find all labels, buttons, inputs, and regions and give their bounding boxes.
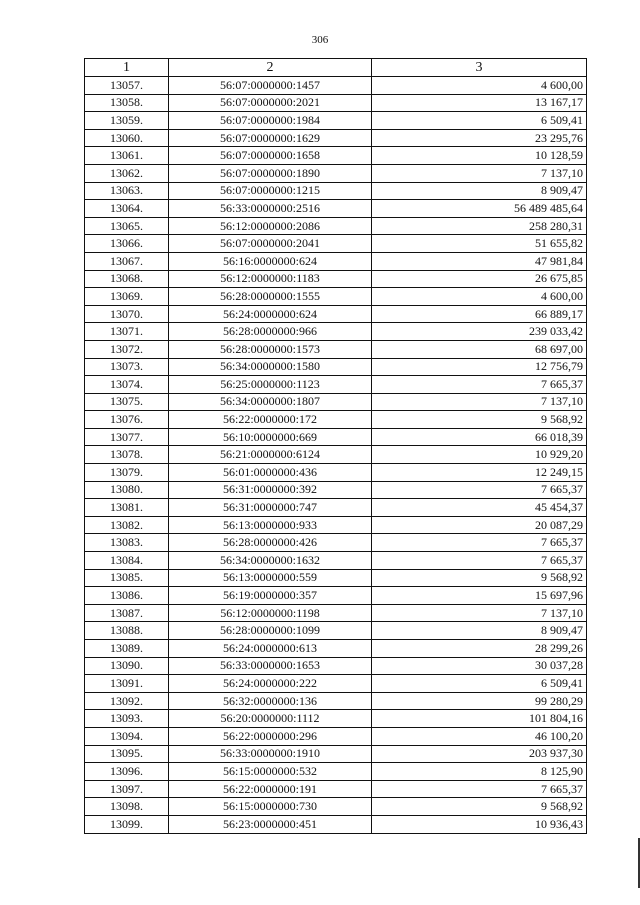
amount-cell: 9 568,92 <box>372 569 587 587</box>
table-header-row <box>85 59 587 77</box>
table-row <box>85 727 587 745</box>
row-number-cell: 13084. <box>85 552 169 570</box>
table-row <box>85 622 587 640</box>
cadastral-number-cell: 56:24:0000000:222 <box>169 675 372 693</box>
amount-cell: 46 100,20 <box>372 727 587 745</box>
amount-cell: 10 128,59 <box>372 147 587 165</box>
row-number-cell: 13093. <box>85 710 169 728</box>
table-row <box>85 710 587 728</box>
row-number-cell: 13078. <box>85 446 169 464</box>
row-number-cell: 13092. <box>85 692 169 710</box>
amount-cell: 51 655,82 <box>372 235 587 253</box>
row-number-cell: 13081. <box>85 499 169 517</box>
table-row <box>85 569 587 587</box>
amount-cell: 8 125,90 <box>372 763 587 781</box>
amount-cell: 9 568,92 <box>372 411 587 429</box>
table-row <box>85 587 587 605</box>
row-number-cell: 13086. <box>85 587 169 605</box>
amount-cell: 66 018,39 <box>372 428 587 446</box>
row-number-cell: 13096. <box>85 763 169 781</box>
amount-cell: 28 299,26 <box>372 640 587 658</box>
row-number-cell: 13094. <box>85 727 169 745</box>
table-row <box>85 252 587 270</box>
cadastral-number-cell: 56:24:0000000:624 <box>169 305 372 323</box>
row-number-cell: 13072. <box>85 340 169 358</box>
row-number-cell: 13060. <box>85 129 169 147</box>
row-number-cell: 13075. <box>85 393 169 411</box>
cadastral-number-cell: 56:28:0000000:1099 <box>169 622 372 640</box>
amount-cell: 9 568,92 <box>372 798 587 816</box>
row-number-cell: 13074. <box>85 376 169 394</box>
table-row <box>85 692 587 710</box>
cadastral-number-cell: 56:07:0000000:1658 <box>169 147 372 165</box>
amount-cell: 6 509,41 <box>372 675 587 693</box>
amount-cell: 8 909,47 <box>372 182 587 200</box>
table-row <box>85 552 587 570</box>
table-row <box>85 657 587 675</box>
table-row <box>85 428 587 446</box>
amount-cell: 7 137,10 <box>372 393 587 411</box>
cadastral-number-cell: 56:22:0000000:172 <box>169 411 372 429</box>
table-row <box>85 675 587 693</box>
cadastral-number-cell: 56:10:0000000:669 <box>169 428 372 446</box>
table-row <box>85 464 587 482</box>
amount-cell: 7 665,37 <box>372 552 587 570</box>
cadastral-number-cell: 56:21:0000000:6124 <box>169 446 372 464</box>
cadastral-number-cell: 56:33:0000000:1653 <box>169 657 372 675</box>
cadastral-number-cell: 56:07:0000000:1215 <box>169 182 372 200</box>
row-number-cell: 13098. <box>85 798 169 816</box>
cadastral-number-cell: 56:01:0000000:436 <box>169 464 372 482</box>
row-number-cell: 13079. <box>85 464 169 482</box>
table-row <box>85 815 587 833</box>
table-row <box>85 77 587 95</box>
cadastral-number-cell: 56:12:0000000:1183 <box>169 270 372 288</box>
cadastral-number-cell: 56:34:0000000:1632 <box>169 552 372 570</box>
row-number-cell: 13071. <box>85 323 169 341</box>
cadastral-number-cell: 56:28:0000000:426 <box>169 534 372 552</box>
cadastral-number-cell: 56:34:0000000:1580 <box>169 358 372 376</box>
table-row <box>85 446 587 464</box>
row-number-cell: 13064. <box>85 200 169 218</box>
cadastral-number-cell: 56:34:0000000:1807 <box>169 393 372 411</box>
table-row <box>85 376 587 394</box>
row-number-cell: 13069. <box>85 288 169 306</box>
row-number-cell: 13062. <box>85 164 169 182</box>
table-row <box>85 305 587 323</box>
amount-cell: 4 600,00 <box>372 77 587 95</box>
amount-cell: 20 087,29 <box>372 516 587 534</box>
cadastral-number-cell: 56:23:0000000:451 <box>169 815 372 833</box>
amount-cell: 7 137,10 <box>372 164 587 182</box>
row-number-cell: 13099. <box>85 815 169 833</box>
table-row <box>85 499 587 517</box>
row-number-cell: 13066. <box>85 235 169 253</box>
cadastral-number-cell: 56:22:0000000:296 <box>169 727 372 745</box>
cadastral-number-cell: 56:33:0000000:2516 <box>169 200 372 218</box>
table-row <box>85 182 587 200</box>
cadastral-number-cell: 56:07:0000000:1629 <box>169 129 372 147</box>
table-row <box>85 217 587 235</box>
row-number-cell: 13070. <box>85 305 169 323</box>
cadastral-number-cell: 56:12:0000000:1198 <box>169 604 372 622</box>
row-number-cell: 13095. <box>85 745 169 763</box>
table-row <box>85 94 587 112</box>
table-row <box>85 745 587 763</box>
amount-cell: 8 909,47 <box>372 622 587 640</box>
row-number-cell: 13076. <box>85 411 169 429</box>
amount-cell: 13 167,17 <box>372 94 587 112</box>
table-row <box>85 288 587 306</box>
row-number-cell: 13082. <box>85 516 169 534</box>
table-row <box>85 340 587 358</box>
row-number-cell: 13065. <box>85 217 169 235</box>
amount-cell: 10 929,20 <box>372 446 587 464</box>
cadastral-number-cell: 56:28:0000000:966 <box>169 323 372 341</box>
table-row <box>85 798 587 816</box>
amount-cell: 68 697,00 <box>372 340 587 358</box>
row-number-cell: 13085. <box>85 569 169 587</box>
table-row <box>85 393 587 411</box>
table-row <box>85 780 587 798</box>
row-number-cell: 13088. <box>85 622 169 640</box>
cadastral-number-cell: 56:12:0000000:2086 <box>169 217 372 235</box>
amount-cell: 45 454,37 <box>372 499 587 517</box>
cadastral-number-cell: 56:13:0000000:933 <box>169 516 372 534</box>
cadastral-number-cell: 56:16:0000000:624 <box>169 252 372 270</box>
data-table <box>84 58 587 834</box>
row-number-cell: 13089. <box>85 640 169 658</box>
amount-cell: 15 697,96 <box>372 587 587 605</box>
row-number-cell: 13077. <box>85 428 169 446</box>
amount-cell: 7 137,10 <box>372 604 587 622</box>
amount-cell: 26 675,85 <box>372 270 587 288</box>
table-row <box>85 516 587 534</box>
column-header-1: 1 <box>85 59 169 77</box>
amount-cell: 56 489 485,64 <box>372 200 587 218</box>
row-number-cell: 13087. <box>85 604 169 622</box>
table-row <box>85 604 587 622</box>
cadastral-number-cell: 56:07:0000000:2021 <box>169 94 372 112</box>
amount-cell: 12 249,15 <box>372 464 587 482</box>
table-row <box>85 534 587 552</box>
cadastral-number-cell: 56:24:0000000:613 <box>169 640 372 658</box>
cadastral-number-cell: 56:07:0000000:1890 <box>169 164 372 182</box>
amount-cell: 7 665,37 <box>372 481 587 499</box>
row-number-cell: 13063. <box>85 182 169 200</box>
amount-cell: 258 280,31 <box>372 217 587 235</box>
table-row <box>85 112 587 130</box>
cadastral-number-cell: 56:07:0000000:1457 <box>169 77 372 95</box>
table-row <box>85 323 587 341</box>
cadastral-number-cell: 56:22:0000000:191 <box>169 780 372 798</box>
table-row <box>85 763 587 781</box>
row-number-cell: 13080. <box>85 481 169 499</box>
column-header-3: 3 <box>372 59 587 77</box>
amount-cell: 7 665,37 <box>372 534 587 552</box>
row-number-cell: 13097. <box>85 780 169 798</box>
amount-cell: 10 936,43 <box>372 815 587 833</box>
cadastral-number-cell: 56:28:0000000:1555 <box>169 288 372 306</box>
amount-cell: 12 756,79 <box>372 358 587 376</box>
row-number-cell: 13090. <box>85 657 169 675</box>
amount-cell: 99 280,29 <box>372 692 587 710</box>
amount-cell: 23 295,76 <box>372 129 587 147</box>
table-row <box>85 411 587 429</box>
row-number-cell: 13091. <box>85 675 169 693</box>
table-row <box>85 270 587 288</box>
table-row <box>85 640 587 658</box>
row-number-cell: 13067. <box>85 252 169 270</box>
cadastral-number-cell: 56:15:0000000:730 <box>169 798 372 816</box>
row-number-cell: 13057. <box>85 77 169 95</box>
table-row <box>85 481 587 499</box>
cadastral-number-cell: 56:19:0000000:357 <box>169 587 372 605</box>
row-number-cell: 13073. <box>85 358 169 376</box>
row-number-cell: 13061. <box>85 147 169 165</box>
cadastral-number-cell: 56:31:0000000:392 <box>169 481 372 499</box>
amount-cell: 7 665,37 <box>372 376 587 394</box>
cadastral-number-cell: 56:07:0000000:1984 <box>169 112 372 130</box>
amount-cell: 6 509,41 <box>372 112 587 130</box>
table-row <box>85 164 587 182</box>
amount-cell: 4 600,00 <box>372 288 587 306</box>
page-number: 306 <box>311 34 329 46</box>
cadastral-number-cell: 56:28:0000000:1573 <box>169 340 372 358</box>
table-row <box>85 200 587 218</box>
amount-cell: 30 037,28 <box>372 657 587 675</box>
cadastral-number-cell: 56:15:0000000:532 <box>169 763 372 781</box>
row-number-cell: 13058. <box>85 94 169 112</box>
table-row <box>85 358 587 376</box>
cadastral-number-cell: 56:32:0000000:136 <box>169 692 372 710</box>
row-number-cell: 13059. <box>85 112 169 130</box>
cadastral-number-cell: 56:25:0000000:1123 <box>169 376 372 394</box>
amount-cell: 203 937,30 <box>372 745 587 763</box>
amount-cell: 101 804,16 <box>372 710 587 728</box>
amount-cell: 66 889,17 <box>372 305 587 323</box>
cadastral-number-cell: 56:33:0000000:1910 <box>169 745 372 763</box>
cadastral-number-cell: 56:31:0000000:747 <box>169 499 372 517</box>
column-header-2: 2 <box>169 59 372 77</box>
row-number-cell: 13068. <box>85 270 169 288</box>
amount-cell: 47 981,84 <box>372 252 587 270</box>
row-number-cell: 13083. <box>85 534 169 552</box>
amount-cell: 239 033,42 <box>372 323 587 341</box>
cadastral-number-cell: 56:13:0000000:559 <box>169 569 372 587</box>
table-row <box>85 235 587 253</box>
cadastral-number-cell: 56:20:0000000:1112 <box>169 710 372 728</box>
table-row <box>85 129 587 147</box>
table-row <box>85 147 587 165</box>
cadastral-number-cell: 56:07:0000000:2041 <box>169 235 372 253</box>
amount-cell: 7 665,37 <box>372 780 587 798</box>
